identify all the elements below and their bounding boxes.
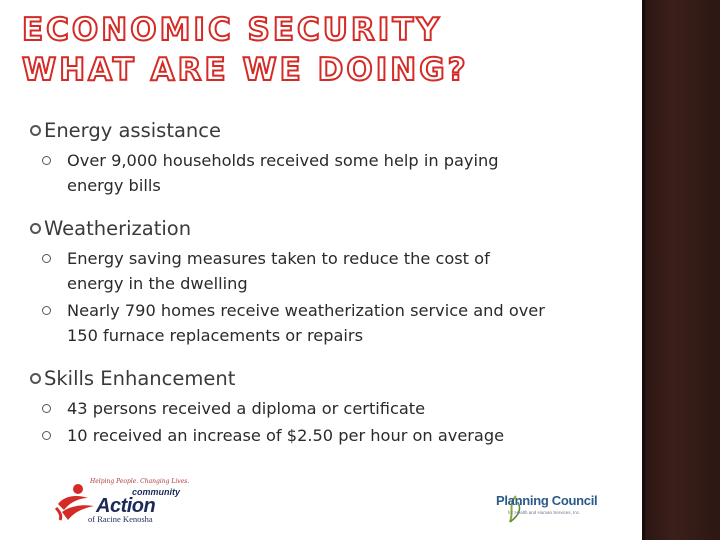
bullet-item: [42, 423, 630, 448]
bullet-item: [42, 396, 630, 421]
section-heading-label: Weatherization: [44, 217, 192, 240]
spacer: [30, 198, 630, 216]
circle-bullet-icon: [42, 306, 51, 315]
bullet-text: 43 persons received a diploma or certificate: [67, 399, 426, 418]
circle-bullet-icon: [30, 125, 41, 136]
community-action-tagline: Helping People. Changing Lives.: [90, 478, 190, 485]
community-action-logo: [52, 478, 192, 526]
bullet-content: [30, 118, 630, 448]
section-heading-label: Energy assistance: [44, 119, 221, 142]
community-action-subtitle: of Racine Kenosha: [88, 514, 153, 524]
slide-title: [22, 10, 632, 90]
bullet-text: Nearly 790 homes receive weatherization service and over 150 furnace replacements or repairs: [67, 301, 545, 345]
circle-bullet-icon: [42, 404, 51, 413]
circle-bullet-icon: [30, 373, 41, 384]
community-action-word-community: community: [132, 487, 181, 497]
bullet-item: [42, 298, 630, 348]
bullet-text: Over 9,000 households received some help in paying energy bills: [67, 151, 499, 195]
circle-bullet-icon: [42, 254, 51, 263]
community-action-word-action: Action: [96, 495, 156, 517]
title-line-1: ECONOMIC SECURITY: [22, 12, 442, 48]
section-heading-energy-assistance: [30, 118, 630, 144]
bullet-text: Energy saving measures taken to reduce the cost of energy in the dwelling: [67, 249, 490, 293]
circle-bullet-icon: [42, 156, 51, 165]
planning-council-name: Planning Council: [496, 493, 598, 508]
planning-council-logo: [490, 488, 616, 524]
section-heading-skills-enhancement: [30, 366, 630, 392]
planning-council-subtitle: for Health and Human Services, Inc.: [508, 510, 581, 515]
section-heading-label: Skills Enhancement: [44, 367, 236, 390]
decorative-sidebar: [642, 0, 720, 540]
section-heading-weatherization: [30, 216, 630, 242]
title-line-2: WHAT ARE WE DOING?: [22, 52, 469, 88]
circle-bullet-icon: [30, 223, 41, 234]
spacer: [30, 348, 630, 366]
circle-bullet-icon: [42, 431, 51, 440]
bullet-item: [42, 148, 630, 198]
bullet-item: [42, 246, 630, 296]
bullet-text: 10 received an increase of $2.50 per hour on average: [67, 426, 505, 445]
